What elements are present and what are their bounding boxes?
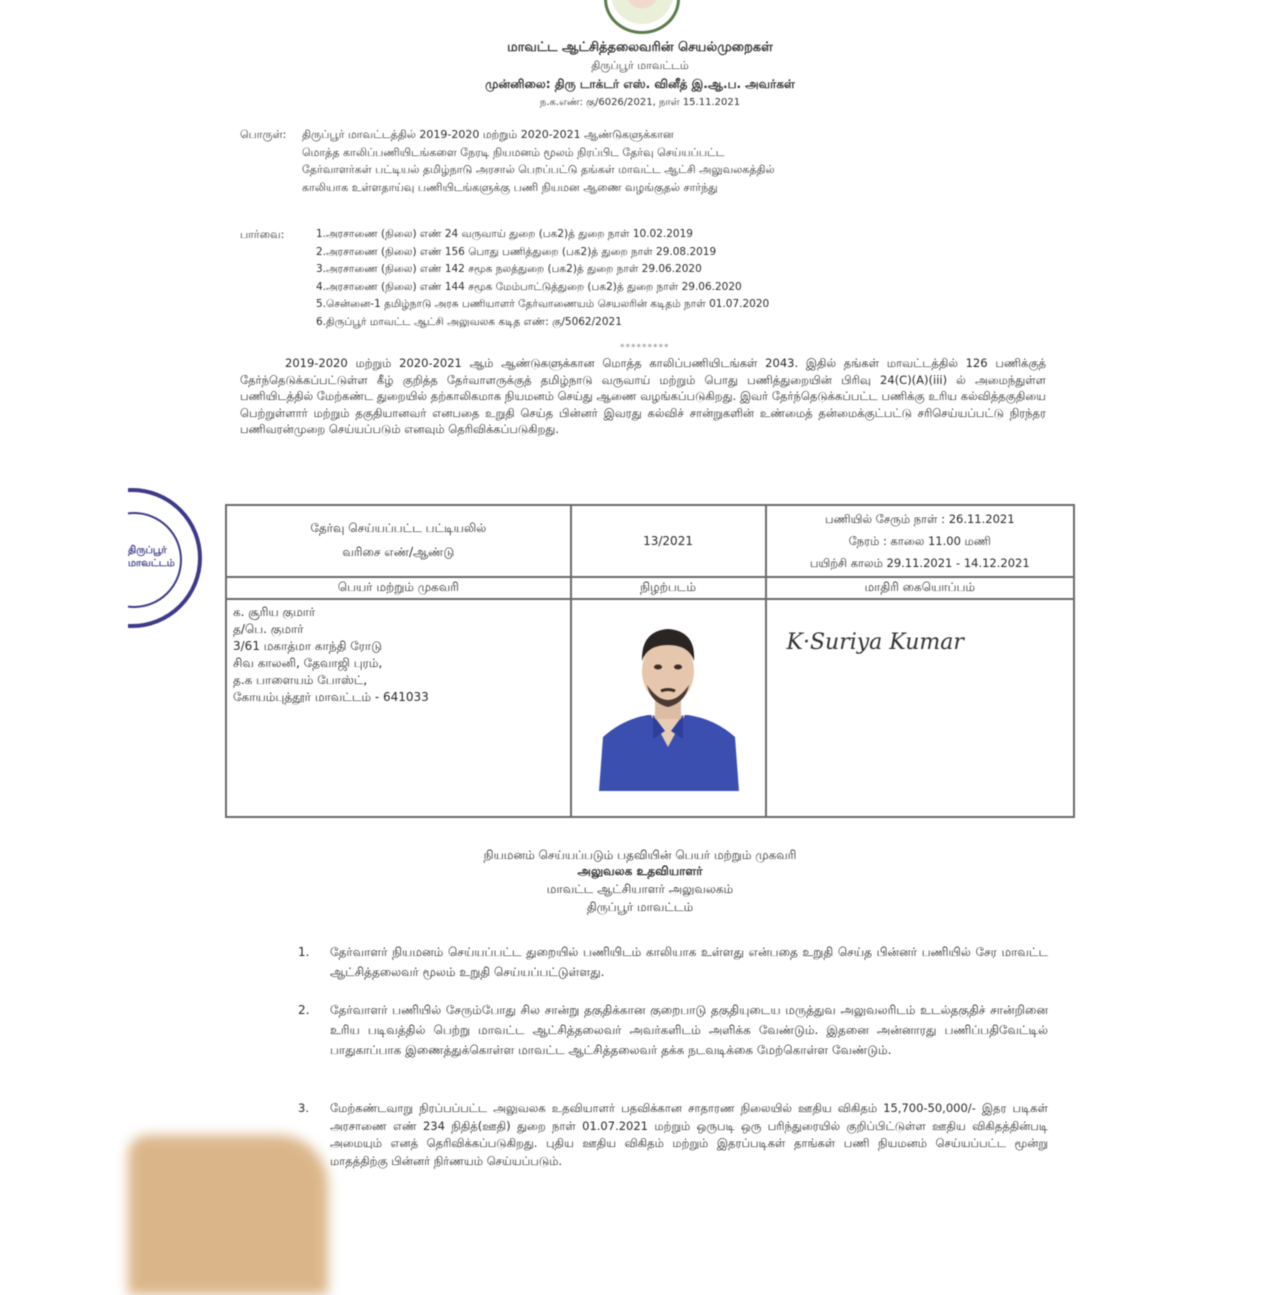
condition-number: 2. xyxy=(298,1003,310,1017)
condition-item xyxy=(298,1000,1048,1060)
candidate-address-cell xyxy=(226,599,571,817)
appointment-post-title: நியமனம் செய்யப்படும் பதவியின் பெயர் மற்றும் முகவரி xyxy=(483,848,797,862)
page-left-margin xyxy=(0,0,128,1280)
appointment-post-name: அலுவலக உதவியாளர் xyxy=(577,864,703,878)
candidate-father-name: த/பெ. குமார் xyxy=(233,622,304,636)
specimen-signature-cell xyxy=(766,599,1074,817)
column-header-signature: மாதிரி கையொப்பம் xyxy=(766,577,1074,599)
seal-text-line: திருப்பூர் xyxy=(128,545,167,556)
table-row-candidate xyxy=(226,599,1074,817)
subject-line: தேர்வாளர்கள் பட்டியல் தமிழ்நாடு அரசால் பெறப்பட்டு தங்கள் மாவட்ட ஆட்சி அலுவலகத்தில் xyxy=(302,163,775,176)
condition-item xyxy=(298,1100,1048,1170)
list-serial-value: 13/2021 xyxy=(571,505,766,577)
list-serial-label-line1: தேர்வு செய்யப்பட்ட பட்டியலில் xyxy=(310,521,487,535)
condition-item xyxy=(298,942,1048,982)
appointment-table xyxy=(225,504,1075,818)
appointment-office-district: திருப்பூர் மாவட்டம் xyxy=(586,900,694,914)
seal-text xyxy=(128,544,175,570)
reference-item: 3.அரசாணை (நிலை) எண் 142 சமூக நலத்துறை (பக2)த் துறை நாள் 29.06.2020 xyxy=(316,263,702,275)
references-label: பார்வை: xyxy=(240,228,285,241)
reference-item: 1.அரசாணை (நிலை) எண் 24 வருவாய் துறை (பக2)த் துறை நாள் 10.02.2019 xyxy=(316,228,693,240)
seal-text-line: மாவட்டம் xyxy=(128,558,175,569)
candidate-photo xyxy=(593,619,743,794)
candidate-photo-cell xyxy=(571,599,766,817)
reference-item: 2.அரசாணை (நிலை) எண் 156 பொது பணித்துறை (பக2)த் துறை நாள் 29.08.2019 xyxy=(316,245,717,258)
table-header-row xyxy=(226,577,1074,599)
specimen-signature: K·Suriya Kumar xyxy=(786,630,964,655)
candidate-name: க. சூரிய குமார் xyxy=(233,605,316,619)
address-line: 3/61 மகாத்மா காந்தி ரோடு xyxy=(233,639,382,653)
reference-item: 6.திருப்பூர் மாவட்ட ஆட்சி அலுவலக கடித எண்: கு/5062/2021 xyxy=(316,315,622,328)
reference-item: 5.சென்னை-1 தமிழ்நாடு அரசு பணியாளர் தேர்வாணையம் செயலரின் கடிதம் நாள் 01.07.2020 xyxy=(316,298,770,310)
body-paragraph: 2019-2020 மற்றும் 2020-2021 ஆம் ஆண்டுகளுக்கான மொத்த காலிப்பணியிடங்கள் 2043. இதில் தங்கள் மாவட்டத்தில் 126 பணிக்குத் தேர்ந்தெடுக்கப்பட்டுள்ள கீழ் குறித்த தேர்வாளருக்குத் தமிழ்நாடு வருவாய் மற்றும் பொது பணித்துறையின் பிரிவு 24(C)(A)(iii) ல் அமைந்துள்ள பணியிடத்தில் மேற்கண்ட துறையில் தற்காலிகமாக நியமனம் செய்து ஆணை வழங்கப்படுகிறது. இவர் தேர்ந்தெடுக்கப்பட்ட பணிக்கு உரிய கல்வித்தகுதியை பெற்றுள்ளார் மற்றும் தகுதியானவர் எனபதை உறுதி செய்த பின்னர் இவரது கல்விச் சான்றுகளின் உண்மைத் தன்மைக்குட்பட்டு சரிசெய்யப்பட்டு நிரந்தர பணிவரன்முறை செய்யப்படும் எனவும் தெரிவிக்கப்படுகிறது. xyxy=(240,356,1046,436)
subject-line: திருப்பூர் மாவட்டத்தில் 2019-2020 மற்றும் 2020-2021 ஆண்டுகளுக்கான xyxy=(302,128,674,141)
appointment-office-name: மாவட்ட ஆட்சியாளர் அலுவலகம் xyxy=(546,882,734,896)
government-emblem-icon xyxy=(604,0,680,34)
header-district: திருப்பூர் மாவட்டம் xyxy=(591,59,689,72)
joining-time: நேரம் : காலை 11.00 மணி xyxy=(848,534,991,548)
subject-line: மொத்த காலிப்பணியிடங்களை நேரடி நியமனம் மூலம் நிரப்பிட தேர்வு செய்யப்பட்ட xyxy=(302,145,725,159)
joining-info-cell xyxy=(766,505,1074,577)
address-line: கோயம்புத்தூர் மாவட்டம் - 641033 xyxy=(233,690,429,704)
condition-text: தேர்வாளர் பணியில் சேரும்போது சில சான்று தகுதிக்கான குறைபாடு தகுதியுடைய மருத்துவ அலுவலரிடம் உடல்தகுதிச் சான்றினை உரிய படிவத்தில் பெற்று மாவட்ட ஆட்சித்தலைவர் அவர்களிடம் அளிக்க வேண்டும். இதனை அன்னாரது பணிப்பதிவேட்டில் பாதுகாப்பாக இணைத்துக்கொள்ள மாவட்ட ஆட்சித்தலைவர் தக்க நடவடிக்கை மேற்கொள்ள வேண்டும். xyxy=(330,1003,1048,1057)
condition-text: தேர்வாளர் நியமனம் செய்யப்பட்ட துறையில் பணியிடம் காலியாக உள்ளது என்பதை உறுதி செய்த பின்னர் பணியில் சேர மாவட்ட ஆட்சித்தலைவர் மூலம் உறுதி செய்யப்பட்டுள்ளது. xyxy=(330,945,1048,979)
table-row-list-info xyxy=(226,505,1074,577)
subject-label: பொருள்: xyxy=(240,128,287,141)
address-line: த.க பாளையம் போஸ்ட், xyxy=(233,673,368,687)
joining-date: பணியில் சேரும் நாள் : 26.11.2021 xyxy=(824,512,1015,526)
reference-item: 4.அரசாணை (நிலை) எண் 144 சமூக மேம்பாட்டுத்துறை (பக2)த் துறை நாள் 29.06.2020 xyxy=(316,280,742,293)
separator: ********* xyxy=(620,343,670,353)
list-serial-label-cell xyxy=(226,505,571,577)
training-period: பயிற்சி காலம் 29.11.2021 - 14.12.2021 xyxy=(809,556,1030,570)
subject-line: காலியாக உள்ளதாய்வு பணியிடங்களுக்கு பணி நியமன ஆணை வழங்குதல் சார்ந்து xyxy=(302,180,718,194)
column-header-photo: நிழற்படம் xyxy=(571,577,766,599)
condition-text: மேற்கண்டவாறு நிரப்பப்பட்ட அலுவலக உதவியாளர் பதவிக்கான சாதாரண நிலையில் ஊதிய விகிதம் 15,700-50,000/- இதர படிகள் அரசாணை எண் 234 நிதித்(ஊதி) துறை நாள் 01.07.2021 மற்றும் ஒருபடி ஒரு பரிந்துரையில் குறிப்பிட்டுள்ள ஊதிய விகிதத்தின்படி அமையும் எனத் தெரிவிக்கப்படுகிறது. புதிய ஊதிய விகிதம் மற்றும் இதரப்படிகள் தாங்கள் பணி நியமனம் செய்யப்பட்ட மூன்று மாதத்திற்கு பின்னர் நிர்ணயம் செய்யப்படும். xyxy=(330,1101,1048,1168)
condition-number: 3. xyxy=(298,1101,309,1115)
header-reference-number: ந.க.எண்: கு/6026/2021, நாள் 15.11.2021 xyxy=(539,97,741,108)
subject-text xyxy=(302,126,1042,196)
references-list xyxy=(316,226,1036,331)
header-office-title: மாவட்ட ஆட்சித்தலைவரின் செயல்முறைகள் xyxy=(507,40,773,55)
thumb-obstruction xyxy=(128,1135,328,1295)
address-line: சிவ காலனி, தேவாஜி புரம், xyxy=(233,656,383,670)
header-presence: முன்னிலை: திரு டாக்டர் எஸ். வினீத் இ.ஆ.ப. அவர்கள் xyxy=(485,77,795,91)
list-serial-label-line2: வரிசை எண்/ஆண்டு xyxy=(342,545,455,559)
condition-number: 1. xyxy=(298,945,310,959)
column-header-name-address: பெயர் மற்றும் முகவரி xyxy=(226,577,571,599)
